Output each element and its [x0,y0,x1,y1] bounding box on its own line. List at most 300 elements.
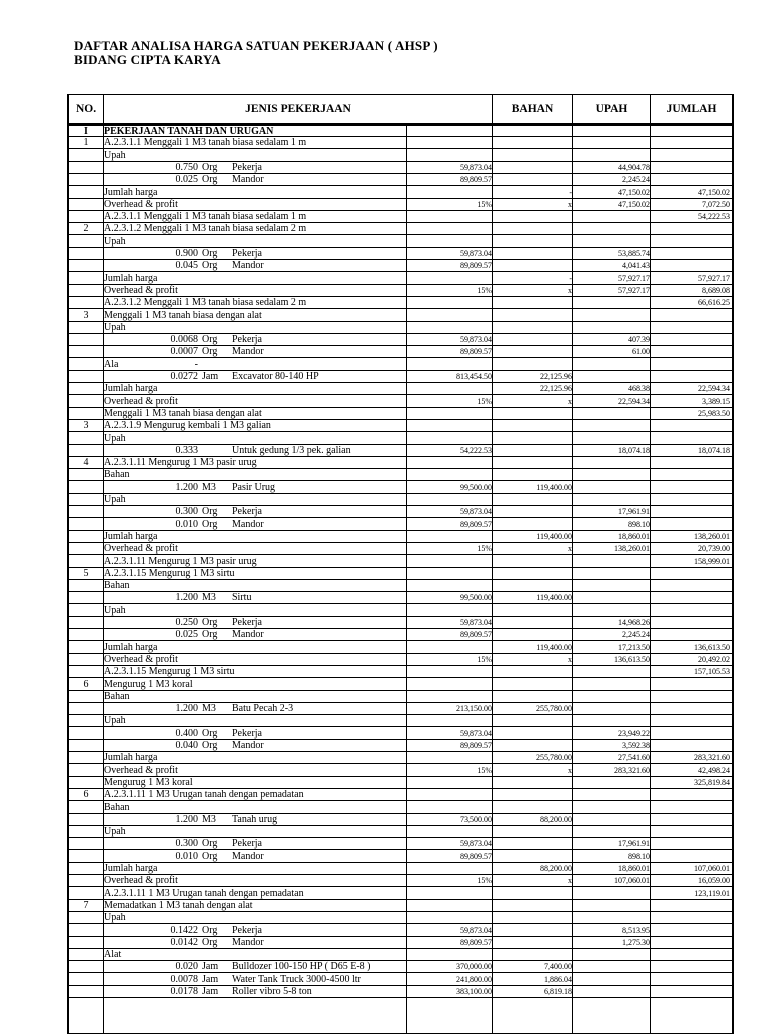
row-upah: 57,927.17 [618,285,650,295]
row-unit: Org [202,161,218,173]
row-description: Upah [104,149,126,161]
row-upah: 14,968.26 [618,618,650,627]
row-upah: 18,074.18 [618,445,650,455]
table-row [69,715,732,727]
row-coefficient: 0.0272 [170,371,198,382]
row-unit: Jam [202,961,219,973]
table-row [69,826,732,838]
table-row [69,961,732,973]
table-row [69,986,732,998]
row-upah: 22,594.34 [618,396,650,406]
row-description: A.2.3.1.11 1 M3 Urugan tanah dengan pemadatan [104,789,304,801]
row-upah: 8,513.95 [622,925,650,935]
row-jumlah: 22,594.34 [698,384,730,394]
row-jumlah: 136,613.50 [694,642,730,652]
row-jumlah: 18,074.18 [698,445,730,455]
row-coefficient: 0.020 [175,961,198,973]
row-unit: M3 [202,703,216,715]
row-coefficient: 0.750 [175,161,198,173]
row-unit-price: 59,873.04 [460,618,492,627]
row-description: Upah [104,321,126,333]
row-description: Mengurug 1 M3 koral [104,678,193,690]
row-bahan: 22,125.96 [540,384,572,394]
row-unit-price: 59,873.04 [460,728,492,738]
ahsp-table [67,94,734,1034]
row-jumlah: 283,321.60 [694,753,730,763]
row-description: Jumlah harga [104,752,158,764]
table-row [69,469,732,481]
row-item-label: Sirtu [232,592,252,604]
row-jumlah: 325,819.84 [694,777,730,787]
row-number: I [84,126,88,137]
table-row [69,937,732,949]
row-item-label: Untuk gedung 1/3 pek. galian [232,444,351,456]
row-coefficient: 0.0078 [170,973,198,985]
table-row [69,199,732,211]
row-jumlah: 8,689.08 [702,285,730,295]
row-item-label: Pekerja [232,161,262,173]
row-unit-price: 89,809.57 [460,175,492,185]
table-row [69,974,732,986]
row-unit-price: 15% [477,285,492,295]
row-unit: Org [202,260,218,272]
table-row [69,531,732,543]
row-item-label: Mandor [232,740,264,751]
row-description: Upah [104,912,126,924]
table-row [69,371,732,383]
row-bahan: 119,400.00 [536,593,572,603]
row-upah: 283,321.60 [614,765,650,775]
row-item-label: Pekerja [232,838,262,850]
row-description: A.2.3.1.1 Menggali 1 M3 tanah biasa sedalam 1 m [104,137,307,149]
row-item-label: Water Tank Truck 3000-4500 ltr [232,973,361,985]
row-jumlah: 20,739.00 [698,544,730,554]
header-bahan: BAHAN [511,103,554,115]
row-bahan: x [568,285,572,295]
table-row [69,875,732,887]
row-description: Upah [104,235,126,247]
row-description: A.2.3.1.15 Mengurug 1 M3 sirtu [104,567,235,579]
row-description: Mengurug 1 M3 koral [104,776,193,788]
row-description: Bahan [104,690,130,702]
row-unit-price: 59,873.04 [460,335,492,345]
table-row [69,556,732,568]
table-row [69,494,732,506]
row-bahan: x [568,876,572,886]
row-description: Menggali 1 M3 tanah biasa dengan alat [104,407,262,419]
row-description: Overhead & profit [104,653,178,665]
row-unit: M3 [202,481,216,493]
table-row [69,789,732,801]
row-description: Bahan [104,580,130,592]
row-description: Bahan [104,469,130,481]
row-bahan: 119,400.00 [536,482,572,492]
row-upah: 2,245.24 [622,630,650,640]
row-item-label: Mandor [232,936,264,948]
row-bahan: 88,200.00 [540,864,572,873]
row-description: Menggali 1 M3 tanah biasa dengan alat [104,309,262,321]
row-upah: 468.38 [628,384,650,394]
row-item-label: Batu Pecah 2-3 [232,703,294,715]
row-coefficient: 0.250 [175,617,198,628]
row-jumlah: 7,072.50 [702,199,730,209]
table-row [69,728,732,740]
row-coefficient: 0.025 [175,174,198,186]
row-unit-price: 99,500.00 [460,482,492,492]
row-unit-price: 89,809.57 [460,347,492,357]
row-item-label: Mandor [232,260,264,272]
row-description: Jumlah harga [104,272,158,284]
table-row [69,863,732,875]
table-row [69,150,732,162]
row-description: Alat [104,949,122,961]
row-jumlah: 107,060.01 [694,864,730,873]
row-description: A.2.3.1.2 Menggali 1 M3 tanah biasa sedalam 2 m [104,223,307,235]
row-upah: 27,541.60 [618,753,650,763]
row-description: Jumlah harga [104,186,158,198]
row-jumlah: 42,498.24 [698,765,730,775]
row-item-label: Bulldozer 100-150 HP ( D65 E-8 ) [232,961,371,973]
table-row [69,765,732,777]
row-number: 3 [83,309,89,321]
row-bahan: - [569,187,572,197]
table-row [69,310,732,322]
header-jumlah: JUMLAH [666,103,717,115]
table-row [69,482,732,494]
row-coefficient: 1.200 [175,703,198,715]
row-bahan: 6,819.18 [544,987,572,996]
row-unit: Org [202,924,218,936]
row-description: Jumlah harga [104,383,158,395]
table-row [69,777,732,789]
row-item-label: Mandor [232,629,264,641]
row-unit: Org [202,248,218,259]
row-jumlah: 158,999.01 [694,556,730,566]
row-unit: Org [202,629,218,641]
row-unit-price: 59,873.04 [460,162,492,172]
row-number: 5 [83,567,89,579]
row-coefficient: 0.333 [175,444,198,456]
row-description: Jumlah harga [104,530,158,542]
row-coefficient: 0.300 [175,838,198,850]
table-row [69,888,732,900]
table-row [69,408,732,420]
row-coefficient: 1.200 [175,481,198,493]
row-upah: 3,592.38 [622,741,650,750]
row-unit-price: 73,500.00 [460,814,492,824]
row-coefficient: 0.300 [175,506,198,518]
row-unit: Org [202,838,218,850]
row-description: Upah [104,826,126,838]
table-row [69,925,732,937]
row-unit: Org [202,334,218,346]
row-unit-price: 213,150.00 [456,704,492,714]
row-jumlah: 138,260.01 [694,531,730,541]
row-unit-price: 15% [477,765,492,775]
table-row [69,949,732,961]
row-unit-price: 383,100.00 [456,987,492,996]
table-row [69,211,732,223]
row-jumlah: 25,983.50 [698,408,730,418]
header-upah: UPAH [595,103,628,115]
table-row [69,654,732,666]
row-description: Upah [104,715,126,727]
row-coefficient: 0.0068 [170,334,198,346]
row-upah: 23,949.22 [618,728,650,738]
table-row [69,617,732,629]
row-bahan: - [569,273,572,283]
row-unit-price: 15% [477,544,492,554]
table-row [69,519,732,531]
row-coefficient: 0.025 [175,629,198,641]
row-upah: 407.39 [628,335,650,345]
table-row [69,457,732,469]
table-row [69,223,732,235]
table-row [69,346,732,358]
row-description: Overhead & profit [104,198,178,210]
row-coefficient: - [194,358,198,370]
row-unit: Org [202,850,218,862]
row-unit-price: 15% [477,876,492,886]
row-unit-price: 59,873.04 [460,507,492,517]
row-jumlah: 3,389.15 [702,396,730,406]
row-description: A.2.3.1.15 Mengurug 1 M3 sirtu [104,666,235,678]
row-description: Overhead & profit [104,395,178,407]
row-bahan: x [568,396,572,406]
row-number: 6 [83,678,89,690]
table-row [69,433,732,445]
table-row [69,322,732,334]
row-description: A.2.3.1.11 Mengurug 1 M3 pasir urug [104,457,257,469]
row-item-label: Pekerja [232,334,262,346]
row-item-label: Roller vibro 5-8 ton [232,986,312,997]
row-unit: Jam [202,371,219,382]
table-row [69,900,732,912]
table-row [69,568,732,580]
row-bahan: x [568,765,572,775]
row-unit: Org [202,740,218,751]
row-unit-price: 89,809.57 [460,630,492,640]
row-coefficient: 0.1422 [170,924,198,936]
table-row [69,162,732,174]
row-coefficient: 0.0142 [170,936,198,948]
row-coefficient: 0.010 [175,518,198,530]
row-item-label: Tanah urug [232,813,278,825]
row-description: Ala [104,358,119,370]
row-unit-price: 59,873.04 [460,839,492,849]
table-row [69,679,732,691]
row-description: Overhead & profit [104,875,178,887]
row-upah: 4,041.43 [622,261,650,271]
row-jumlah: 66,616.25 [698,298,730,308]
table-row [69,137,732,149]
table-row [69,359,732,371]
row-bahan: x [568,544,572,554]
row-upah: 17,213.50 [618,642,650,652]
row-item-label: Mandor [232,518,264,530]
row-upah: 47,150.02 [618,187,650,197]
table-row [69,580,732,592]
row-coefficient: 0.0178 [170,986,198,997]
row-upah: 138,260.01 [614,544,650,554]
row-description: A.2.3.1.11 1 M3 Urugan tanah dengan pemadatan [104,887,304,899]
row-upah: 136,613.50 [614,654,650,664]
row-unit-price: 370,000.00 [456,962,492,972]
row-item-label: Mandor [232,346,264,358]
row-unit: Org [202,617,218,628]
row-description: Upah [104,494,126,505]
table-row [69,740,732,752]
row-coefficient: 1.200 [175,813,198,825]
row-upah: 61.00 [632,347,650,357]
table-row [69,396,732,408]
table-row [69,420,732,432]
row-number: 4 [83,457,89,469]
table-row [69,912,732,924]
row-unit-price: 241,800.00 [456,974,492,984]
row-upah: 18,860.01 [618,531,650,541]
table-row [69,285,732,297]
row-unit: M3 [202,592,216,604]
row-upah: 898.10 [628,519,650,529]
row-bahan: 88,200.00 [540,814,572,824]
document-subtitle: BIDANG CIPTA KARYA [74,52,221,67]
row-item-label: Pekerja [232,924,262,936]
row-unit-price: 59,873.04 [460,925,492,935]
table-row [69,752,732,764]
row-coefficient: 1.200 [175,592,198,604]
document-title: DAFTAR ANALISA HARGA SATUAN PEKERJAAN ( AHSP ) [74,38,438,53]
row-coefficient: 0.0007 [170,346,198,358]
row-bahan: x [568,654,572,664]
table-header [69,95,732,125]
row-upah: 44,904.78 [618,162,650,172]
row-description: A.2.3.1.2 Menggali 1 M3 tanah biasa sedalam 2 m [104,297,307,309]
row-item-label: Pekerja [232,506,262,518]
table-row [69,125,732,137]
table-row [69,506,732,518]
row-jumlah: 157,105.53 [694,667,730,677]
row-number: 6 [83,789,89,801]
row-number: 1 [83,137,89,149]
row-number: 3 [83,420,89,432]
row-upah: 53,885.74 [618,249,650,258]
row-unit-price: 15% [477,654,492,664]
row-upah: 17,961.91 [618,839,650,849]
table-row [69,666,732,678]
row-upah: 898.10 [628,851,650,861]
row-coefficient: 0.010 [175,850,198,862]
row-coefficient: 0.040 [175,740,198,751]
row-unit-price: 99,500.00 [460,593,492,603]
row-bahan: 7,400.00 [544,962,572,972]
table-row [69,187,732,199]
row-unit-price: 89,809.57 [460,519,492,529]
row-upah: 18,860.01 [618,864,650,873]
table-row [69,543,732,555]
row-bahan: 255,780.00 [536,704,572,714]
row-upah: 1,275.30 [622,937,650,947]
row-number: 2 [83,223,89,235]
row-item-label: Mandor [232,850,264,862]
row-unit-price: 15% [477,199,492,209]
row-bahan: 119,400.00 [536,642,572,652]
row-jumlah: 54,222.53 [698,212,730,222]
row-upah: 17,961.91 [618,507,650,517]
row-item-label: Excavator 80-140 HP [232,371,319,382]
row-unit: M3 [202,813,216,825]
row-upah: 57,927.17 [618,273,650,283]
row-unit: Org [202,506,218,518]
row-unit-price: 89,809.57 [460,851,492,861]
row-coefficient: 0.400 [175,727,198,739]
table-row [69,802,732,814]
row-unit: Org [202,174,218,186]
table-row [69,273,732,285]
row-number: 7 [83,899,89,911]
row-unit: Jam [202,973,219,985]
row-bahan: x [568,199,572,209]
row-unit: Org [202,936,218,948]
table-row [69,851,732,863]
table-row [69,297,732,309]
row-description: Upah [104,604,126,616]
row-bahan: 119,400.00 [536,531,572,541]
table-row [69,814,732,826]
table-row [69,703,732,715]
row-description: Upah [104,432,126,444]
row-description: Jumlah harga [104,863,158,874]
row-unit: Org [202,346,218,358]
row-unit-price: 813,454.50 [456,372,492,381]
table-row [69,592,732,604]
row-coefficient: 0.900 [175,248,198,259]
row-description: Overhead & profit [104,764,178,776]
row-description: Overhead & profit [104,543,178,555]
row-unit-price: 89,809.57 [460,261,492,271]
row-upah: 107,060.01 [614,876,650,886]
row-item-label: Pekerja [232,248,262,259]
table-row [69,838,732,850]
row-description: A.2.3.1.1 Menggali 1 M3 tanah biasa sedalam 1 m [104,211,307,223]
row-jumlah: 20,492.02 [698,654,730,664]
row-bahan: 255,780.00 [536,753,572,763]
row-jumlah: 47,150.02 [698,187,730,197]
row-description: A.2.3.1.11 Mengurug 1 M3 pasir urug [104,555,257,567]
row-description: Bahan [104,801,130,813]
row-coefficient: 0.045 [175,260,198,272]
row-upah: 47,150.02 [618,199,650,209]
row-jumlah: 16,059.00 [698,876,730,886]
header-jenis-pekerjaan: JENIS PEKERJAAN [245,103,351,115]
row-item-label: Pekerja [232,617,262,628]
table-row [69,334,732,346]
row-item-label: Mandor [232,174,264,186]
table-row [69,248,732,260]
table-row [69,174,732,186]
row-unit: Org [202,727,218,739]
table-row [69,445,732,457]
table-row [69,629,732,641]
row-description: PEKERJAAN TANAH DAN URUGAN [104,126,274,137]
table-row [69,605,732,617]
table-row [69,691,732,703]
row-jumlah: 123,119.01 [694,888,730,898]
row-jumlah: 57,927.17 [698,273,730,283]
table-row [69,260,732,272]
row-description: A.2.3.1.9 Mengurug kembali 1 M3 galian [104,420,271,432]
table-row [69,383,732,395]
